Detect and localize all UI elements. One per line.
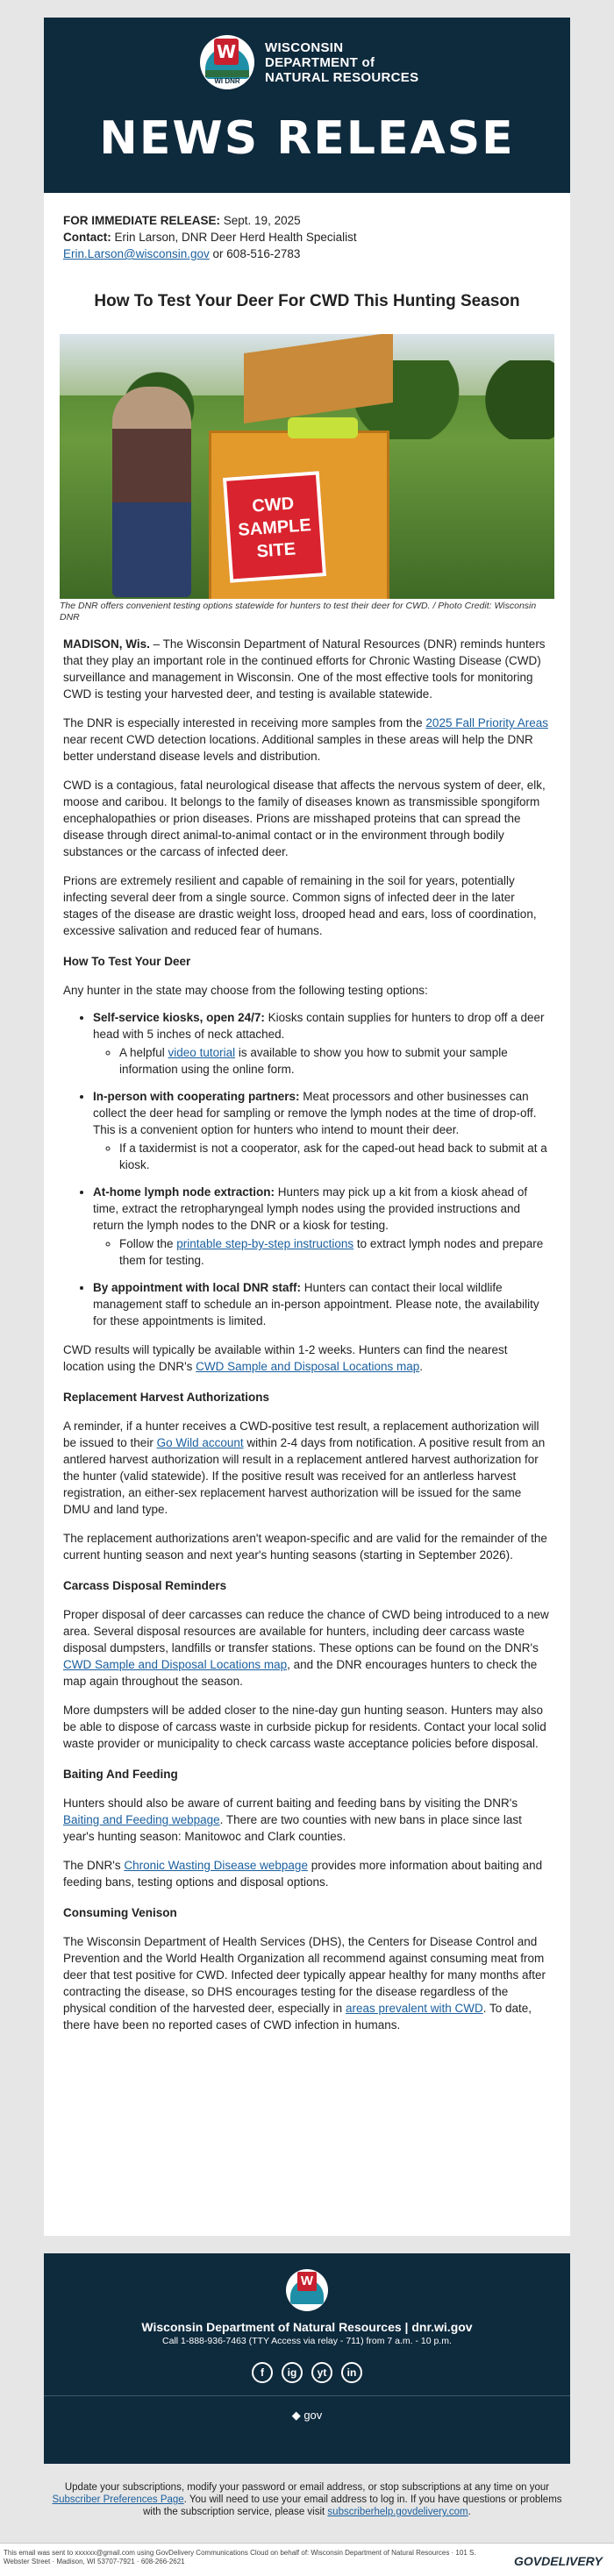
paragraph-intro: [63, 636, 551, 702]
footer-logo-w-mark: W: [297, 2272, 317, 2291]
immediate-label: FOR IMMEDIATE RELEASE:: [63, 214, 221, 227]
carcass-text-b: , and the DNR encourages hunters to check the map again throughout the season.: [63, 1658, 538, 1688]
cwd-webpage-text-b: provides more information about baiting and feeding bans, testing options and disposal options.: [63, 1859, 543, 1889]
heading-how-to-test: How To Test Your Deer: [63, 955, 191, 968]
contact-phone: or 608-516-2783: [212, 247, 301, 260]
option-partners: [93, 1088, 551, 1173]
article-body: [44, 636, 570, 2033]
article-title: How To Test Your Deer For CWD This Hunting Season: [94, 292, 520, 310]
instagram-icon[interactable]: ig: [282, 2362, 303, 2383]
cwd-webpage-text-a: The DNR's: [63, 1859, 125, 1872]
prevalent-areas-link[interactable]: areas prevalent with CWD: [345, 2002, 483, 2015]
paragraph-venison: [63, 1933, 551, 2033]
agency-logo-row: [200, 35, 418, 89]
gov-text: gov: [303, 2409, 323, 2422]
disposal-map-link[interactable]: CWD Sample and Disposal Locations map: [63, 1658, 288, 1671]
option-kiosks: [93, 1009, 551, 1078]
priority-areas-link[interactable]: 2025 Fall Priority Areas: [425, 716, 548, 729]
footer-agency-name: Wisconsin Department of Natural Resources | dnr.wi.gov: [141, 2320, 473, 2334]
photo-caption: The DNR offers convenient testing options statewide for hunters to test their deer for CWD. / Photo Credit: Wisconsin DNR: [60, 601, 537, 623]
footer: [44, 2253, 570, 2464]
heading-venison: Consuming Venison: [63, 1906, 177, 1919]
subscription-text-c: .: [468, 2507, 471, 2517]
footer-phone: Call 1-888-936-7463 (TTY Access via relay - 711) from 7 a.m. - 10 p.m.: [162, 2336, 452, 2346]
paragraph-cwd-definition: CWD is a contagious, fatal neurological disease that affects the nervous system of deer, elk, moose and caribou. It belongs to the family of diseases known as transmissible spongiform encephalopathies or prion diseases. Prions are misshaped proteins that can spread the disease through direct animal-to-animal contact or in the environment through bodily substances or the carcass of infected deer.: [63, 779, 546, 858]
option-lymph-sub: [119, 1235, 551, 1269]
priority-text-b: near recent CWD detection locations. Additional samples in these areas will help the DNR better understand disease levels and distribution.: [63, 733, 533, 763]
logo-text: WI DNR: [214, 77, 240, 85]
venison-text-a: The Wisconsin Department of Health Services (DHS), the Centers for Disease Control and Prevention and the World Health Organization all recommend against consuming meat from deer that test positive for CWD. Infected deer typically appear healthy for many months after contracting the disease, so DHS encourages testing for the disease regardless of the physical condition of the harvested deer, especially in: [63, 1935, 546, 2015]
paragraph-prions: Prions are extremely resilient and capable of remaining in the soil for years, potentially infecting several deer from a single source. Common signs of infected deer in the later stages of the disease are drastic weight loss, drooped head and ears, loss of coordination, excessive salivation and reduced fear of humans.: [63, 874, 537, 937]
agency-line-2: DEPARTMENT of: [265, 54, 375, 70]
subscription-text-a: Update your subscriptions, modify your password or email address, or stop subscriptions at any time on your: [64, 2482, 550, 2493]
paragraph-cwd-webpage: [63, 1857, 551, 1890]
subscription-text-b: . You will need to use your email address to log in. If you have questions or problems with the subscription service, please visit: [143, 2494, 562, 2517]
option-partners-text: Meat processors and other businesses can collect the deer head for sampling or remove the lymph nodes at the time of drop-off. This is a convenient option for hunters who intend to mount their deer.: [93, 1090, 537, 1136]
paragraph-authorizations: The replacement authorizations aren't weapon-specific and are valid for the remainder of the current hunting season and next year's hunting seasons (starting in September 2026).: [63, 1532, 547, 1562]
baiting-webpage-link[interactable]: Baiting and Feeding webpage: [63, 1813, 220, 1826]
logo-w-mark: W: [214, 39, 239, 65]
header-banner: [44, 18, 570, 193]
paragraph-options-intro: Any hunter in the state may choose from the following testing options:: [63, 984, 428, 997]
option-kiosks-label: Self-service kiosks, open 24/7:: [93, 1011, 265, 1024]
footer-logo: [286, 2269, 328, 2311]
email-card: [44, 18, 570, 2236]
heading-replacement: Replacement Harvest Authorizations: [63, 1391, 270, 1404]
release-meta: [44, 193, 570, 262]
photo-hunter: [112, 387, 191, 597]
option-kiosks-text: Kiosks contain supplies for hunters to drop off a deer head with 5 inches of neck attached.: [93, 1011, 545, 1041]
govdelivery-logo[interactable]: GOVDELIVERY: [514, 2554, 603, 2568]
subscriber-preferences-link[interactable]: Subscriber Preferences Page: [52, 2494, 184, 2505]
contact-name: Erin Larson, DNR Deer Herd Health Specialist: [114, 231, 357, 244]
dnr-logo: [200, 35, 254, 89]
option-lymph-text: Hunters may pick up a kit from a kiosk ahead of time, extract the retropharyngeal lymph nodes using the provided instructions and return the lymph nodes to the DNR or a kiosk for testing.: [93, 1185, 528, 1232]
delivery-notice: This email was sent to xxxxxx@gmail.com using GovDelivery Communications Cloud on behalf of: Wisconsin Department of Natural Resources · 101 S. Webster Street · Madison, WI 53707-7921 · 608-266-2621: [4, 2549, 476, 2565]
footer-divider: [44, 2395, 570, 2396]
wisconsin-state-icon: ◆: [291, 2409, 301, 2422]
kiosks-sub-a: A helpful: [119, 1046, 168, 1059]
photo-sign: CWD SAMPLE SITE: [223, 471, 326, 582]
heading-carcass: Carcass Disposal Reminders: [63, 1579, 227, 1592]
option-lymph-label: At-home lymph node extraction:: [93, 1185, 275, 1199]
photo-bin: [288, 417, 358, 438]
testing-options-list: [63, 1009, 551, 1329]
contact-label: Contact:: [63, 231, 111, 244]
agency-name: [265, 40, 418, 85]
gov-logo[interactable]: [44, 2409, 570, 2423]
subscriber-help-link[interactable]: subscriberhelp.govdelivery.com: [327, 2507, 468, 2517]
carcass-text-a: Proper disposal of deer carcasses can reduce the chance of CWD being introduced to a new area. Several disposal resources are available for hunters, including deer carcass waste disposal dumpsters, landfills or transfer stations. These options can be found on the DNR's: [63, 1608, 549, 1654]
kiosks-sub-b: is available to show you how to submit your sample information using the online form.: [119, 1046, 508, 1076]
paragraph-priority: [63, 715, 551, 765]
venison-text-b: . To date, there have been no reported cases of CWD infection in humans.: [63, 2002, 532, 2032]
youtube-icon[interactable]: yt: [311, 2362, 332, 2383]
lymph-sub-a: Follow the: [119, 1237, 177, 1250]
linkedin-icon[interactable]: in: [341, 2362, 362, 2383]
option-partners-sub: ◦ If a taxidermist is not a cooperator, ask for the caped-out head back to submit at a kiosk.: [119, 1140, 551, 1173]
option-appointment: [93, 1279, 551, 1329]
option-partners-label: In-person with cooperating partners:: [93, 1090, 300, 1103]
lymph-sub-b: to extract lymph nodes and prepare them for testing.: [119, 1237, 544, 1267]
paragraph-replacement: [63, 1418, 551, 1518]
paragraph-results: [63, 1341, 551, 1375]
option-appointment-text: Hunters can contact their local wildlife management staff to schedule an in-person appointment. Please note, the availability for these appointments is limited.: [93, 1281, 539, 1327]
replacement-text-a: A reminder, if a hunter receives a CWD-positive test result, a replacement authorization will be issued to their: [63, 1420, 539, 1449]
social-links: [44, 2362, 570, 2383]
bottom-bar: [0, 2543, 614, 2576]
cwd-webpage-link[interactable]: Chronic Wasting Disease webpage: [124, 1859, 308, 1872]
kiosk-photo: [60, 334, 554, 599]
intro-text: – The Wisconsin Department of Natural Resources (DNR) reminds hunters that they play an important role in the continued efforts for Chronic Wasting Disease (CWD) surveillance and management in Wisconsin. One of the most effective tools for monitoring CWD is testing your harvested deer, and testing is available statewide.: [63, 637, 546, 701]
baiting-text-a: Hunters should also be aware of current baiting and feeding bans by visiting the DNR's: [63, 1797, 518, 1810]
results-text-a: CWD results will typically be available within 1-2 weeks. Hunters can find the nearest location using the DNR's: [63, 1343, 508, 1373]
baiting-text-b: . There are two counties with new bans in place since last year's hunting season: Manitowoc and Clark counties.: [63, 1813, 522, 1843]
option-kiosks-sub: [119, 1044, 551, 1078]
paragraph-carcass: [63, 1606, 551, 1690]
video-tutorial-link[interactable]: video tutorial: [168, 1046, 236, 1059]
locations-map-link[interactable]: CWD Sample and Disposal Locations map: [196, 1360, 420, 1373]
instructions-link[interactable]: printable step-by-step instructions: [176, 1237, 354, 1250]
replacement-text-b: within 2-4 days from notification. A positive result from an antlered harvest authorization will result in a replacement antlered harvest authorization for the hunter (valid statewide). If the positive result was received for an antlerless harvest registration, an either-sex replacement harvest authorization will be issued for the same DMU and land type.: [63, 1436, 546, 1516]
heading-baiting: Baiting And Feeding: [63, 1768, 178, 1781]
agency-line-3: NATURAL RESOURCES: [265, 69, 419, 85]
option-appointment-label: By appointment with local DNR staff:: [93, 1281, 302, 1294]
go-wild-link[interactable]: Go Wild account: [156, 1436, 244, 1449]
paragraph-dumpsters: More dumpsters will be added closer to the nine-day gun hunting season. Hunters may also be able to dispose of carcass waste in curbside pickup for residents. Contact your local solid waste provider or municipality to check carcass waste acceptance policies before disposal.: [63, 1704, 546, 1750]
option-lymph: [93, 1184, 551, 1269]
release-date: Sept. 19, 2025: [223, 214, 301, 227]
logo-ground: [205, 70, 249, 77]
priority-text-a: The DNR is especially interested in receiving more samples from the: [63, 716, 426, 729]
news-release-title: NEWS RELEASE: [99, 112, 515, 165]
dateline: MADISON, Wis.: [63, 637, 150, 651]
paragraph-baiting: [63, 1795, 551, 1845]
results-text-b: .: [419, 1360, 424, 1373]
subscription-notice: [44, 2481, 570, 2518]
facebook-icon[interactable]: f: [252, 2362, 273, 2383]
agency-line-1: WISCONSIN: [265, 39, 344, 55]
contact-email-link[interactable]: Erin.Larson@wisconsin.gov: [63, 247, 210, 260]
